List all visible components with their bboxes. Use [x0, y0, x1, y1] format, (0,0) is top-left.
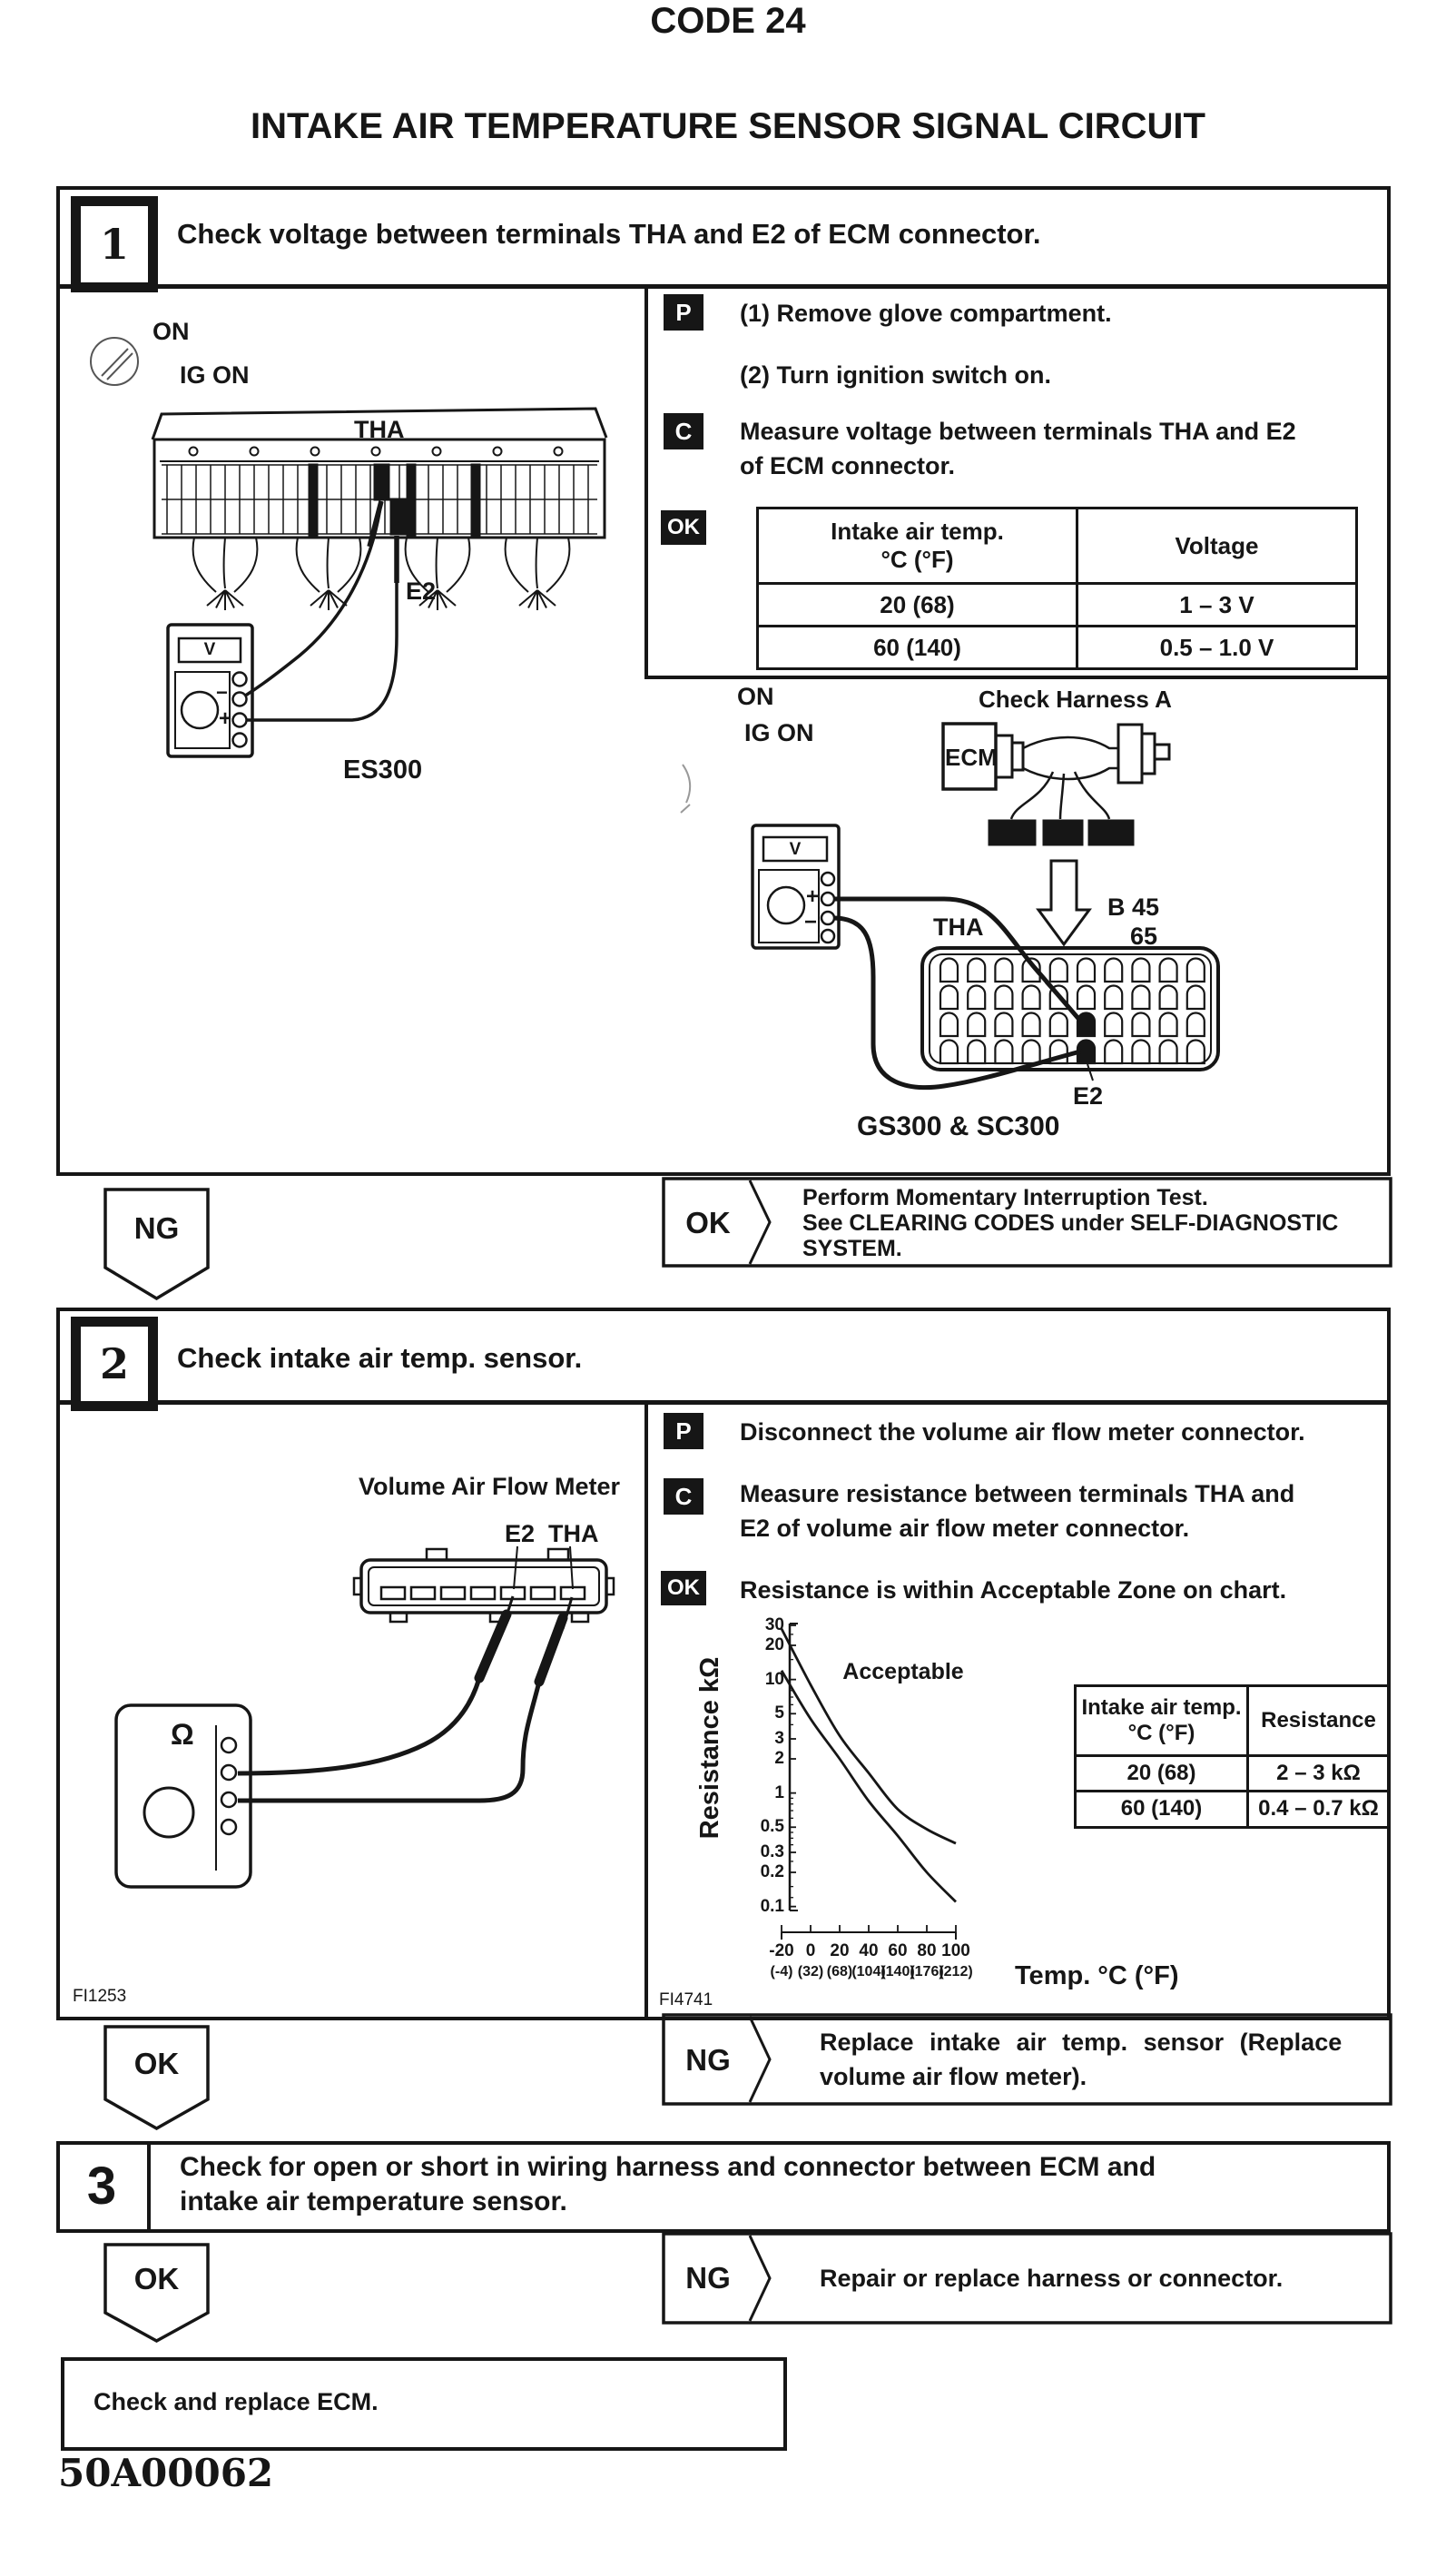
b45-label: B 45	[1107, 893, 1160, 921]
step1-panel-divider	[644, 289, 648, 679]
chart-tick: 40	[859, 1941, 879, 1960]
es300-igon-label: IG ON	[180, 361, 250, 389]
gs300-caption: GS300 & SC300	[857, 1111, 1060, 1141]
step1-prepare-line2: (2) Turn ignition switch on.	[740, 361, 1051, 389]
step1-ok-result-2: See CLEARING CODES under SELF-DIAGNOSTIC	[802, 1210, 1339, 1236]
chart-tick: 20	[764, 1635, 784, 1654]
voltage-table-header-voltage: Voltage	[1175, 531, 1259, 559]
check-badge-1: C	[664, 413, 703, 449]
ok-badge-2: OK	[661, 1571, 706, 1605]
final-box-text: Check and replace ECM.	[93, 2388, 379, 2415]
step3-ng-result: Repair or replace harness or connector.	[820, 2265, 1284, 2292]
step2-ng-result-1: Replace intake air temp. sensor (Replace	[820, 2029, 1343, 2056]
es300-meter-mode: V	[203, 640, 216, 659]
chart-tick: 0.3	[760, 1842, 784, 1861]
page-title-circuit: INTAKE AIR TEMPERATURE SENSOR SIGNAL CIRCUIT	[251, 106, 1205, 146]
step2-panel-divider	[644, 1405, 648, 2017]
step1-check-line1: Measure voltage between terminals THA and E2	[740, 418, 1296, 445]
chart-tick: (32)	[797, 1964, 824, 1979]
chart-tick: 10	[764, 1669, 784, 1689]
chart-annotation-acceptable: Acceptable	[842, 1659, 964, 1684]
chart-tick: 80	[917, 1941, 937, 1960]
es300-tha-label: THA	[354, 416, 405, 443]
step3-ng-label: NG	[685, 2261, 731, 2295]
step3-number-divider	[147, 2145, 151, 2229]
gs300-plus: +	[806, 884, 820, 909]
step1-box	[56, 186, 1391, 1176]
ohmmeter-mode: Ω	[171, 1718, 194, 1751]
fig-code-fi1253: FI1253	[73, 1987, 127, 2006]
voltage-table	[756, 507, 1358, 670]
chart-tick: 0	[805, 1941, 816, 1960]
step2-prepare-line1: Disconnect the volume air flow meter connector.	[740, 1418, 1305, 1446]
resistance-table-r2c2: 0.4 – 0.7 kΩ	[1258, 1796, 1379, 1821]
step1-title: Check voltage between terminals THA and E2 of ECM connector.	[177, 218, 1041, 250]
voltage-table-r1c2: 1 – 3 V	[1179, 590, 1254, 618]
chart-tick: 100	[941, 1941, 970, 1960]
step1-ng-label: NG	[133, 1211, 180, 1245]
chart-tick: 0.2	[760, 1862, 784, 1881]
step2-ok-line1: Resistance is within Acceptable Zone on chart.	[740, 1576, 1287, 1604]
step2-ng-result-2: volume air flow meter).	[820, 2063, 1087, 2090]
step3-number: 3	[86, 2157, 117, 2216]
b65-label: 65	[1130, 923, 1158, 950]
es300-e2-label: E2	[406, 578, 437, 605]
es300-on-label: ON	[152, 318, 190, 345]
step1-ok-label: OK	[685, 1206, 731, 1239]
step2-header-rule	[56, 1400, 1391, 1405]
step2-number-badge: 2	[71, 1317, 158, 1411]
gs300-on-label: ON	[737, 683, 774, 710]
gs300-meter-mode: V	[789, 840, 802, 859]
step1-ok-result-1: Perform Momentary Interruption Test.	[802, 1185, 1208, 1210]
ok-badge-1: OK	[661, 510, 706, 545]
fig-code-fi4741: FI4741	[659, 1990, 713, 2009]
chart-tick: 30	[764, 1615, 784, 1634]
vafm-tha-label: THA	[548, 1520, 599, 1547]
step3-title-line2: intake air temperature sensor.	[180, 2187, 567, 2216]
check-badge-2: C	[664, 1478, 703, 1515]
gs300-igon-label: IG ON	[744, 719, 814, 746]
resistance-table-r1c1: 20 (68)	[1126, 1761, 1196, 1785]
chart-tick: (104)	[851, 1964, 886, 1979]
voltage-table-r2c2: 0.5 – 1.0 V	[1159, 633, 1274, 661]
step1-number-badge: 1	[71, 196, 158, 292]
resistance-table-header-temp: Intake air temp. °C (°F)	[1081, 1695, 1242, 1745]
chart-tick: 0.1	[760, 1896, 784, 1916]
step2-ok-label: OK	[133, 2047, 180, 2080]
chart-tick: 0.5	[760, 1817, 784, 1837]
voltage-table-r1c1: 20 (68)	[880, 590, 955, 618]
step1-panel-rule	[644, 676, 1391, 679]
resistance-table-r1c2: 2 – 3 kΩ	[1276, 1761, 1361, 1785]
voltage-table-r2c1: 60 (140)	[873, 633, 961, 661]
step3-title-line1: Check for open or short in wiring harness and connector between ECM and	[180, 2152, 1156, 2182]
chart-tick: 20	[830, 1941, 850, 1960]
step1-header-rule	[56, 284, 1391, 289]
chart-tick: (176)	[910, 1964, 944, 1979]
chart-tick: 5	[774, 1703, 784, 1723]
ecm-label: ECM	[945, 744, 998, 771]
step3-ok-label: OK	[133, 2262, 180, 2295]
gs300-tha-label: THA	[933, 913, 984, 941]
chart-tick: -20	[769, 1941, 794, 1960]
resistance-table-header-res: Resistance	[1261, 1708, 1376, 1733]
prepare-badge-1: P	[664, 294, 703, 331]
resistance-table	[1074, 1684, 1391, 1829]
step2-ng-label: NG	[685, 2043, 731, 2077]
resistance-table-r2c1: 60 (140)	[1120, 1796, 1203, 1821]
chart-tick: 1	[774, 1782, 784, 1802]
chart-tick: 3	[774, 1729, 784, 1748]
vafm-e2-label: E2	[505, 1520, 536, 1547]
chart-xlabel: Temp. °C (°F)	[1015, 1961, 1179, 1990]
voltage-table-header-temp: Intake air temp. °C (°F)	[831, 518, 1004, 573]
chart-tick: (-4)	[770, 1964, 793, 1979]
es300-minus: −	[216, 681, 228, 704]
chart-ylabel: Resistance kΩ	[695, 1656, 724, 1840]
step1-check-line2: of ECM connector.	[740, 452, 956, 479]
footer-code: 50A00062	[58, 2451, 274, 2495]
gs300-e2-label: E2	[1073, 1082, 1104, 1110]
step2-check-line2: E2 of volume air flow meter connector.	[740, 1515, 1190, 1542]
chart-tick: (140)	[880, 1964, 915, 1979]
step2-check-line1: Measure resistance between terminals THA and	[740, 1480, 1295, 1507]
es300-plus: +	[219, 706, 232, 731]
prepare-badge-2: P	[664, 1413, 703, 1449]
step1-ok-result-3: SYSTEM.	[802, 1236, 902, 1261]
chart-tick: (212)	[939, 1964, 973, 1979]
page-title-code: CODE 24	[650, 1, 806, 41]
chart-tick: (68)	[826, 1964, 853, 1979]
step2-title: Check intake air temp. sensor.	[177, 1342, 583, 1374]
gs300-minus: −	[804, 910, 818, 934]
check-harness-label: Check Harness A	[979, 686, 1172, 713]
es300-caption: ES300	[343, 755, 423, 785]
step1-prepare-line1: (1) Remove glove compartment.	[740, 300, 1112, 327]
chart-tick: 2	[774, 1749, 784, 1768]
chart-tick: 60	[888, 1941, 908, 1960]
vafm-label: Volume Air Flow Meter	[359, 1473, 621, 1500]
